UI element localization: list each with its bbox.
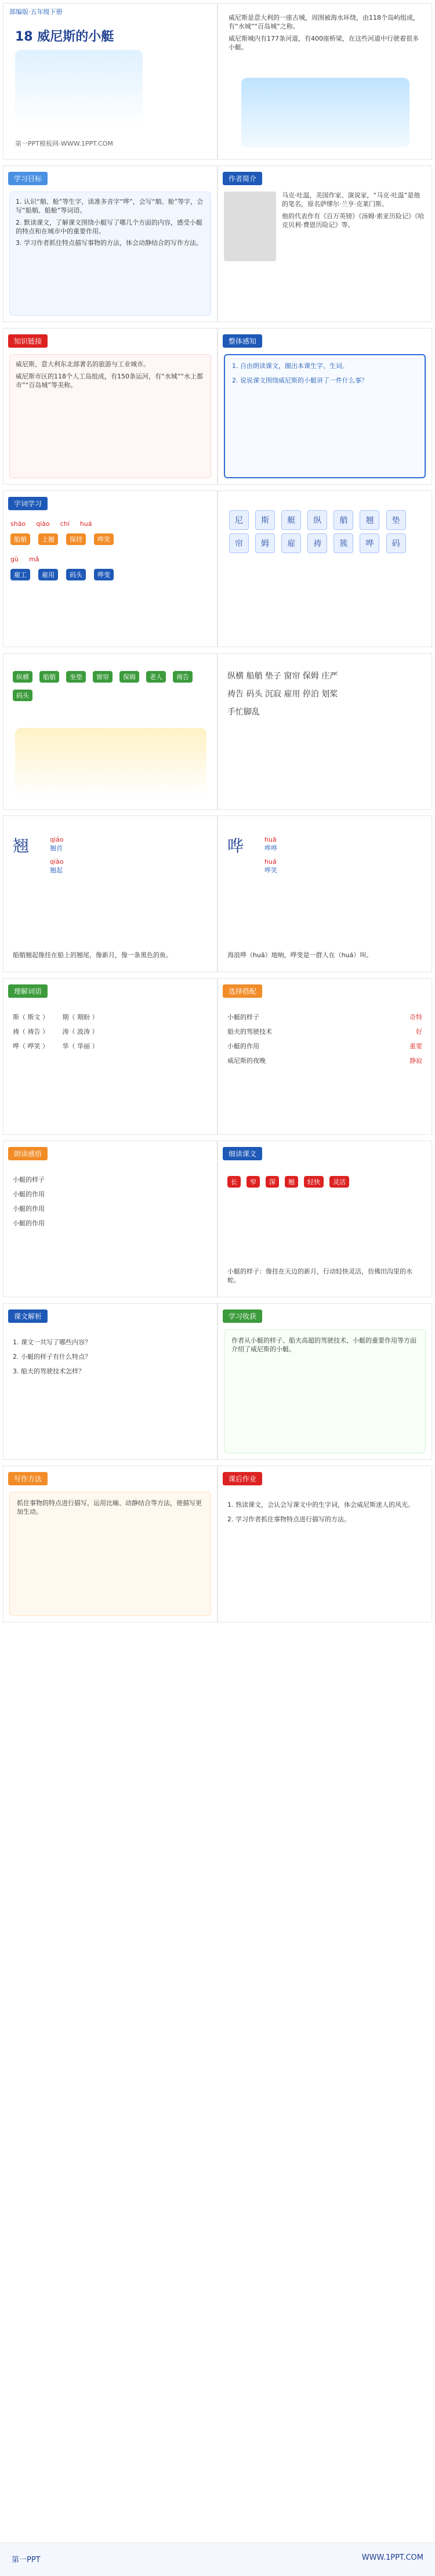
pair-3-a: 哗（ 哗笑 ） bbox=[13, 1042, 49, 1050]
cover-title: 18 威尼斯的小艇 bbox=[15, 30, 114, 44]
slide-characters bbox=[217, 490, 432, 647]
tile-shao: 艄 bbox=[334, 510, 353, 530]
tag-3: 坐垫 bbox=[66, 671, 86, 683]
summary-text: 作者从小艇的样子、船夫高超的驾驶技术、小艇的重要作用等方面介绍了威尼斯的小艇。 bbox=[231, 1337, 416, 1353]
knowledge-p1: 威尼斯，意大利东北部著名的旅游与工业城市。 bbox=[16, 360, 150, 368]
reading-list bbox=[225, 355, 425, 392]
tile-dao: 祷 bbox=[307, 533, 327, 553]
text-line-3: 小艇的作用 bbox=[13, 1204, 45, 1213]
slide-hua bbox=[217, 816, 432, 972]
cover-illustration bbox=[15, 50, 143, 125]
pinyin-row-2 bbox=[10, 555, 210, 564]
word-matou: 码头 bbox=[66, 569, 86, 580]
pair-1-a: 斯（ 斯文 ） bbox=[13, 1013, 49, 1021]
tile-si: 斯 bbox=[255, 510, 275, 530]
pinyin-gu: gù bbox=[10, 555, 19, 563]
tile-hua: 哗 bbox=[360, 533, 379, 553]
match-left-2: 船夫的驾驶技术 bbox=[227, 1027, 272, 1036]
intro-p2: 威尼斯城内有177条河道，有400座桥梁，在这些河道中行驶着很多小艇。 bbox=[229, 34, 419, 51]
slide-reading bbox=[217, 328, 432, 485]
author-text bbox=[282, 192, 426, 229]
slide-summary bbox=[217, 1303, 432, 1460]
label-3: 深 bbox=[266, 1176, 279, 1188]
qiao-sentence bbox=[13, 951, 208, 960]
tab-pairs: 理解词语 bbox=[8, 984, 48, 998]
pair-2-b: 涛（ 波涛 ） bbox=[62, 1027, 99, 1036]
pair-2-a: 祷（ 祷告 ） bbox=[13, 1027, 49, 1036]
goal-3: 3. 学习作者抓住特点描写事物的方法，体会动静结合的写作方法。 bbox=[16, 239, 202, 247]
pinyin-grid bbox=[10, 520, 210, 580]
match-right-2: 好 bbox=[416, 1027, 422, 1036]
tab-analysis: 课文解析 bbox=[8, 1309, 48, 1323]
pinyin-ma: mǎ bbox=[28, 555, 39, 563]
hua-options bbox=[264, 836, 277, 875]
tag-2: 船艄 bbox=[39, 671, 59, 683]
word-line-2: 祷告 码头 沉寂 雇用 停泊 划桨 bbox=[227, 689, 338, 699]
knowledge-card bbox=[9, 354, 211, 478]
pinyin-hua: huá bbox=[79, 520, 92, 528]
icons-illustration bbox=[15, 728, 206, 798]
tile-ma: 码 bbox=[386, 533, 406, 553]
word-tags bbox=[13, 671, 208, 701]
pair-3 bbox=[13, 1042, 208, 1051]
hua-sentence-text: 海浪哗（huā）地响，哗变是一群人在（huá）叫。 bbox=[227, 951, 373, 959]
slide-pairs bbox=[3, 978, 217, 1135]
pairs-list bbox=[13, 1013, 208, 1051]
slide-section-examples bbox=[217, 1141, 432, 1297]
match-left bbox=[227, 1013, 272, 1065]
pinyin-row-1 bbox=[10, 520, 210, 529]
tile-cu: 簇 bbox=[334, 533, 353, 553]
text-line-1: 小艇的样子 bbox=[13, 1176, 45, 1184]
tab-knowledge: 知识链接 bbox=[8, 334, 48, 348]
tab-text-ui: 朗读感悟 bbox=[8, 1147, 48, 1160]
author-photo bbox=[224, 192, 276, 261]
intro-illustration bbox=[241, 78, 409, 147]
hua-opt1-word: 哗哗 bbox=[264, 844, 277, 852]
pinyin-shao: shāo bbox=[10, 520, 26, 528]
summary-card bbox=[224, 1329, 426, 1453]
match-right-1: 奇特 bbox=[409, 1013, 422, 1021]
tile-gu: 雇 bbox=[281, 533, 301, 553]
author-p2: 他的代表作有《百万英镑》《汤姆·索亚历险记》《哈克贝利·费恩历险记》等。 bbox=[282, 212, 425, 229]
slide-writing-method bbox=[3, 1466, 217, 1622]
match-left-1: 小艇的样子 bbox=[227, 1013, 259, 1021]
pinyin-chi: chí bbox=[60, 520, 70, 528]
qiao-options bbox=[50, 836, 64, 875]
word-gugong: 雇工 bbox=[10, 569, 30, 580]
word-huaxiao: 哗笑 bbox=[94, 533, 114, 545]
slide-author bbox=[217, 165, 432, 322]
slide-match bbox=[217, 978, 432, 1135]
qiao-sentence-text: 船艄翘起像挂在船上的翘尾，像新月，像一条黑色的鱼。 bbox=[13, 951, 172, 959]
slide-words-icons bbox=[3, 653, 217, 810]
word-chuanshao: 船艄 bbox=[10, 533, 30, 545]
word-row-2 bbox=[10, 569, 210, 580]
word-list bbox=[227, 671, 422, 718]
tile-zong: 纵 bbox=[307, 510, 327, 530]
reading-card bbox=[224, 354, 426, 478]
label-4: 翘 bbox=[285, 1176, 298, 1188]
footer-banner bbox=[0, 2542, 435, 2576]
pair-1-b: 期（ 期盼 ） bbox=[62, 1013, 99, 1021]
footer-right: WWW.1PPT.COM bbox=[361, 2553, 423, 2562]
match-right bbox=[409, 1013, 422, 1065]
hua-title: 哗 bbox=[227, 836, 244, 856]
pair-3-b: 华（ 华丽 ） bbox=[62, 1042, 99, 1050]
hua-opt2-word: 哗笑 bbox=[264, 866, 277, 874]
pinyin-qiao: qiào bbox=[36, 520, 50, 528]
tab-match: 选择搭配 bbox=[223, 984, 262, 998]
label-1: 长 bbox=[227, 1176, 241, 1188]
homework-list bbox=[227, 1501, 422, 1524]
slide-qiao bbox=[3, 816, 217, 972]
slide-words-list bbox=[217, 653, 432, 810]
goal-1: 1. 认识“艄、舱”等生字，读准多音字“哗”，会写“艄、舱”等字，会写“船艄、船舱”等词语。 bbox=[16, 198, 204, 214]
homework-2: 2. 学习作者抓住事物特点进行描写的方法。 bbox=[227, 1515, 350, 1523]
goals-list bbox=[10, 192, 211, 254]
slide-goals bbox=[3, 165, 217, 322]
word-line-3: 手忙脚乱 bbox=[227, 707, 260, 717]
tile-ni: 尼 bbox=[229, 510, 249, 530]
slide-intro bbox=[217, 3, 432, 160]
qiao-opt2-pinyin: qiào bbox=[50, 857, 64, 865]
section-sentence bbox=[227, 1268, 422, 1285]
slide-pinyin bbox=[3, 490, 217, 647]
goal-2: 2. 默读课文，了解课文围绕小艇写了哪几个方面的内容，感受小艇的特点和在城市中的重要作用。 bbox=[16, 218, 202, 235]
tab-goals: 学习目标 bbox=[8, 172, 48, 185]
analysis-q2: 2. 小艇的样子有什么特点？ bbox=[13, 1352, 91, 1361]
match-left-3: 小艇的作用 bbox=[227, 1042, 259, 1050]
intro-text bbox=[229, 14, 421, 52]
match-right-3: 重要 bbox=[409, 1042, 422, 1050]
text-line-4: 小艇的作用 bbox=[13, 1219, 45, 1227]
label-2: 窄 bbox=[246, 1176, 260, 1188]
analysis-questions bbox=[13, 1338, 208, 1376]
tag-1: 纵横 bbox=[13, 671, 32, 683]
pair-2 bbox=[13, 1028, 208, 1037]
cover-footer: 第一PPT模板网-WWW.1PPT.COM bbox=[15, 140, 113, 147]
section-labels bbox=[227, 1176, 422, 1188]
writing-text: 抓住事物的特点进行描写，运用比喻、动静结合等方法，使描写更加生动。 bbox=[17, 1499, 202, 1516]
slide-analysis bbox=[3, 1303, 217, 1460]
qiao-title: 翘 bbox=[13, 836, 30, 856]
word-line-1: 纵横 船艄 垫子 窗帘 保姆 庄严 bbox=[227, 672, 338, 681]
reading-1: 1. 自由朗读课文，圈出本课生字、生词。 bbox=[232, 362, 349, 370]
tag-6: 老人 bbox=[146, 671, 166, 683]
tile-dian: 垫 bbox=[386, 510, 406, 530]
word-row-1 bbox=[10, 533, 210, 545]
tile-mu: 姆 bbox=[255, 533, 275, 553]
hua-sentence bbox=[227, 951, 422, 960]
intro-p1: 威尼斯是意大利的一座古城，周围被海水环绕，由118个岛屿组成，有“水城”“百岛城”之称。 bbox=[229, 14, 419, 30]
slide-knowledge bbox=[3, 328, 217, 485]
text-ui-lines bbox=[13, 1176, 208, 1228]
reading-2: 2. 说说课文围绕威尼斯的小艇讲了一件什么事？ bbox=[232, 376, 368, 384]
header-text: 部编版·五年级下册 bbox=[9, 8, 63, 16]
character-tiles bbox=[227, 508, 422, 555]
hua-opt2-pinyin: huá bbox=[264, 857, 277, 865]
tag-4: 窗帘 bbox=[93, 671, 113, 683]
slide-cover bbox=[3, 3, 217, 160]
homework-1: 1. 熟读课文，会认会写课文中的生字词，体会威尼斯迷人的风光。 bbox=[227, 1501, 414, 1509]
text-line-2: 小艇的作用 bbox=[13, 1190, 45, 1198]
analysis-q3: 3. 船夫的驾驶技术怎样？ bbox=[13, 1367, 85, 1375]
qiao-opt2-word: 翘起 bbox=[50, 866, 63, 874]
tag-7: 祷告 bbox=[173, 671, 193, 683]
pair-1 bbox=[13, 1013, 208, 1022]
match-left-4: 威尼斯的夜晚 bbox=[227, 1056, 266, 1065]
word-baochi: 保持 bbox=[66, 533, 86, 545]
footer-left: 第一PPT bbox=[12, 2556, 41, 2564]
word-guyong: 雇用 bbox=[38, 569, 58, 580]
tile-qiao: 翘 bbox=[360, 510, 379, 530]
author-p1: 马克·吐温，美国作家、演说家，“马克·吐温”是他的笔名，原名萨缪尔·兰亨·克莱门斯。 bbox=[282, 192, 420, 208]
tab-author: 作者简介 bbox=[223, 172, 262, 185]
label-5: 轻快 bbox=[304, 1176, 324, 1188]
slide-text-ui bbox=[3, 1141, 217, 1297]
tab-writing: 写作方法 bbox=[8, 1472, 48, 1485]
tile-lian: 帘 bbox=[229, 533, 249, 553]
tab-summary: 学习收获 bbox=[223, 1309, 262, 1323]
analysis-q1: 1. 课文一共写了哪些内容？ bbox=[13, 1338, 91, 1346]
qiao-opt1-word: 翘首 bbox=[50, 844, 63, 852]
tag-8: 码头 bbox=[13, 690, 32, 701]
goals-card bbox=[9, 192, 211, 316]
tab-reading: 整体感知 bbox=[223, 334, 262, 348]
knowledge-text bbox=[10, 355, 211, 396]
knowledge-p2: 威尼斯市区的118个人工岛组成，有150条运河，有“水城”“水上都市”“百岛城”等美称。 bbox=[16, 372, 204, 389]
slide-homework bbox=[217, 1466, 432, 1622]
hua-opt1-pinyin: huā bbox=[264, 836, 277, 843]
section-sentence-text: 小艇的样子：像挂在天边的新月，行动轻快灵活，仿佛田沟里的水蛇。 bbox=[227, 1268, 412, 1285]
tab-pinyin: 字词学习 bbox=[8, 497, 48, 510]
tab-homework: 课后作业 bbox=[223, 1472, 262, 1485]
tile-ting: 艇 bbox=[281, 510, 301, 530]
match-right-4: 静寂 bbox=[409, 1056, 422, 1065]
label-6: 灵活 bbox=[329, 1176, 349, 1188]
qiao-opt1-pinyin: qiáo bbox=[50, 836, 64, 843]
word-huabian: 哗变 bbox=[94, 569, 114, 580]
word-shangqiao: 上翘 bbox=[38, 533, 58, 545]
writing-card bbox=[9, 1492, 211, 1616]
tag-5: 保姆 bbox=[119, 671, 139, 683]
tab-section: 细读课文 bbox=[223, 1147, 262, 1160]
